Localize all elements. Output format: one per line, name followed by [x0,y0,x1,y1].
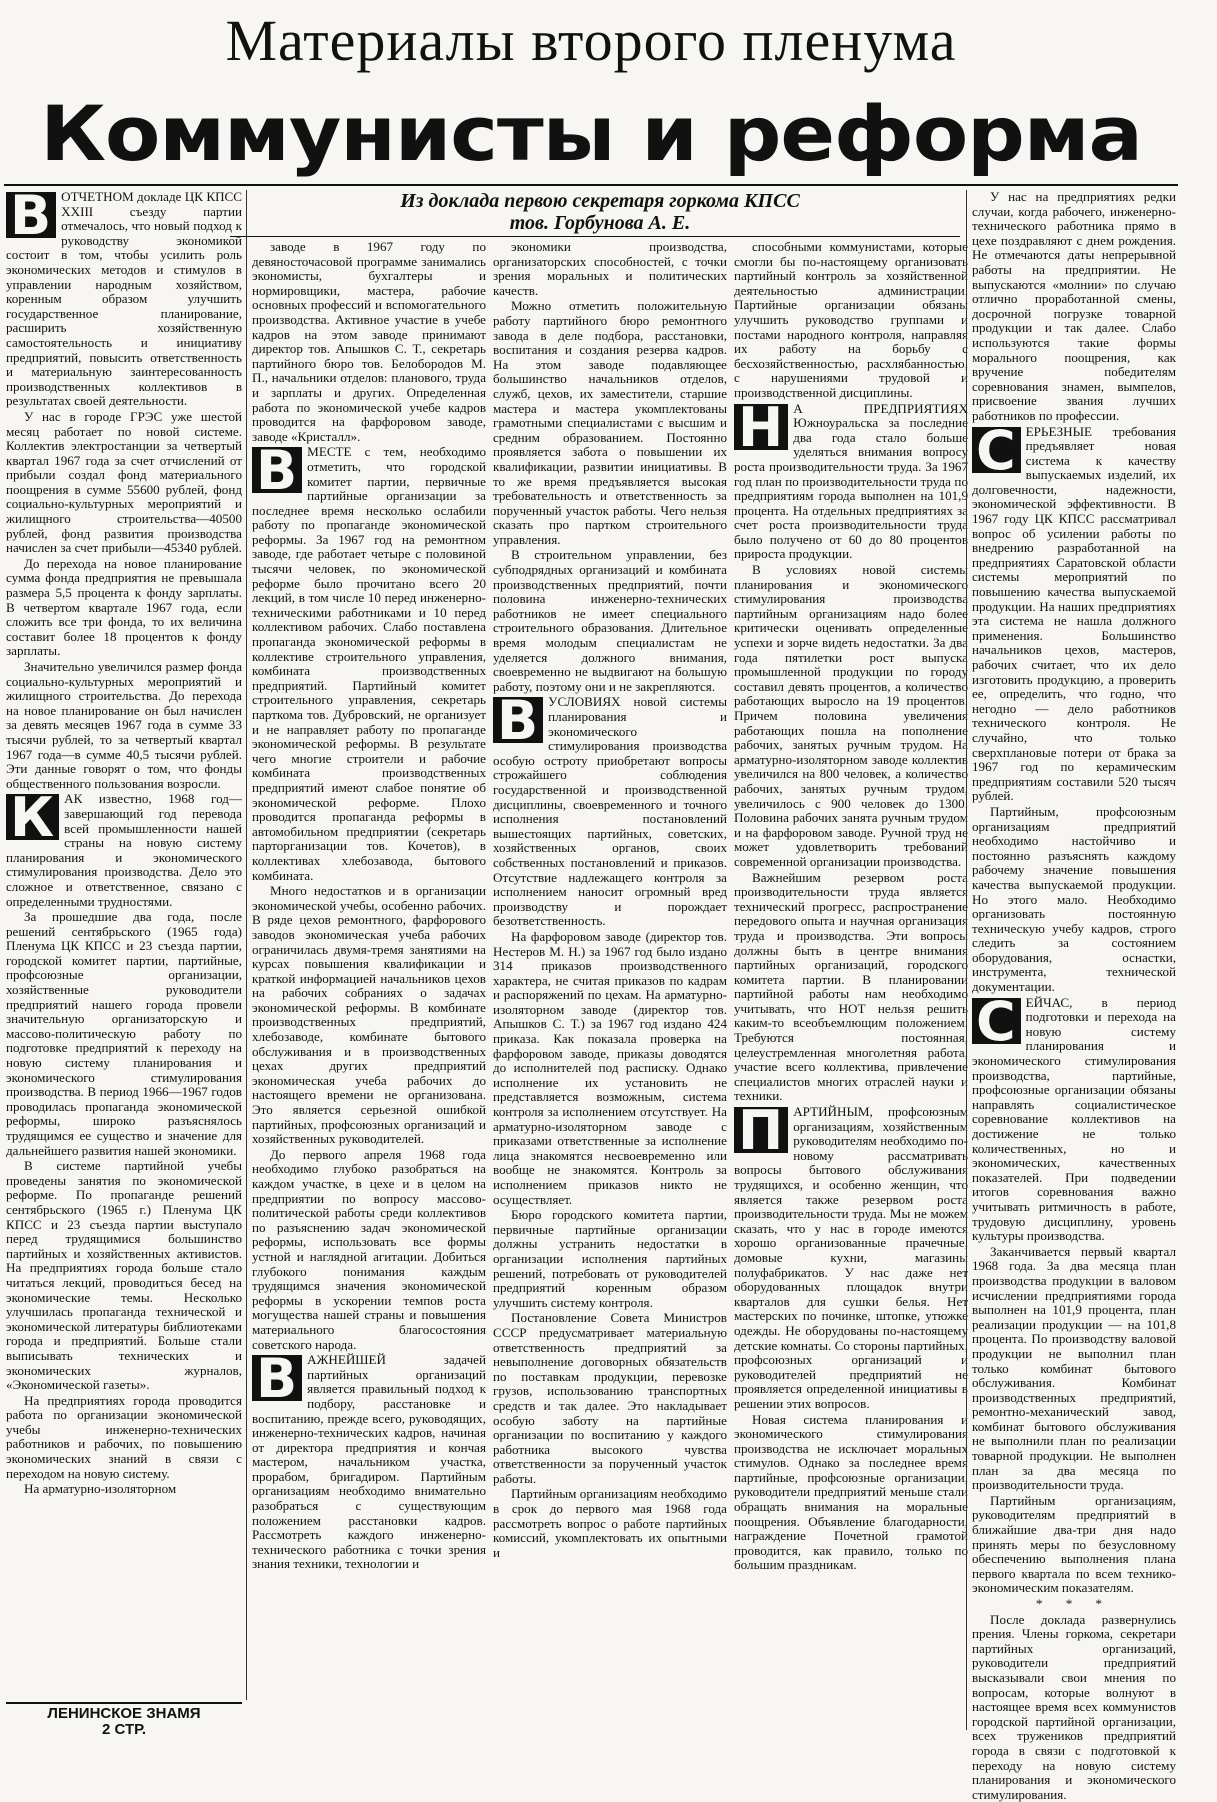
paragraph: Партийным, профсоюзным организациям предприятий необходимо настойчиво и постоянно разъяснять каждому рабочему значение повышения качества выпускаемой продукции. Но этого мало. Необходимо организовать постоянную техническую учебу кадров, строго следить за состоянием оборудования, оснастки, инструмента, технической документации. [972,803,1176,995]
newspaper-name: ЛЕНИНСКОЕ ЗНАМЯ [47,1705,201,1722]
paragraph: ВМЕСТЕ с тем, необходимо отметить, что городской комитет партии, первичные партийные организации за последнее время несколько ослабили работу по пропаганде экономической реформы. За 1967 год на ремонтном заводе, где работает четыре с половиной тысячи человек, по экономической реформе было прочитано всего 20 лекций, в том числе 10 перед инженерно-техническими работниками и 10 перед коллективом рабочих. Слабо поставлена пропаганда экономической реформы в коллективе строительного управления, комбината производственных предприятий. Партийный комитет строительного управления, секретарь парткома тов. Дубровский, не организует и не направляет работу по пропаганде экономической реформы. В результате чего многие строители и рабочие комбината производственных предприятий имеют слабое понятие об экономической реформе. Плохо проводится пропаганда реформы в автомобильном предприятии (секретарь парторганизации тов. Кочетов), в коллективах хлебозавода, бытового комбината. [252,439,486,883]
column-3 [493,240,727,1730]
paragraph: В системе партийной учебы проведены занятия по экономической реформе. По пропаганде решений сентябрьского (1965 г.) Пленума ЦК КПСС и 23 съезда партии выступало перед трудящимися большинство партийных и хозяйственных активистов. На предприятиях города больше стало читаться лекций, проводиться бесед на экономические темы. Несколько улучшилась пропаганда технической и экономической литературы библиотеками города и предприятий. Больше стали выписывать технических и экономических журналов, «Экономической газеты». [6,1158,242,1393]
paragraph: Заканчивается первый квартал 1968 года. За два месяца план производства продукции в валовом исчислении предприятиями города выполнен на 101,9 процента, план реализации продукции — на 101,8 процента. По производству валовой продукции не выполнил план только комбинат бытового обслуживания. Комбинат производственных предприятий, ремонтно-механический завод, комбинат бытового обслуживания не выполнили план по реализации товарной продукции. Не выполнен план за два месяца по производительности труда. [972,1243,1176,1493]
column-5 [972,189,1176,1802]
headline: Коммунисты и реформа [40,89,1142,178]
column-2 [252,240,486,1730]
paragraph: На предприятиях города проводится работа по организации экономической учебы инженерно-технических работников и рабочих, по повышению экономических знаний в связи с переходом на новую систему. [6,1392,242,1481]
paragraph: Можно отметить положительную работу партийного бюро ремонтного завода в деле подбора, расстановки, воспитания и создания резерва кадров. На этом заводе подавляющее большинство начальников отделов, служб, цехов, их заместители, старшие мастера и мастера укомплектованы грамотными специалистами с высшим и средним образованием. Постоянно проявляется забота о повышении их квалификации, развитии инициативы. В то же время предъявляется высокая требовательность и ответственность за порученный участок работы. Чего нельзя сказать про партком строительного управления. [493,298,727,547]
paragraph: способными коммунистами, которые смогли бы по-настоящему организовать партийный контроль за хозяйственной деятельностью администрации. Партийные организации обязаны улучшить руководство группами и постами народного контроля, направляя их работу на борьбу с бесхозяйственностью, расхлябанностью, с нарушениями трудовой и производственной дисциплины. [734,239,968,400]
paragraph: На арматурно-изоляторном [24,1481,177,1497]
paragraph: Постановление Совета Министров СССР предусматривает материальную ответственность предприятий за невыполнение договорных обязательств по поставкам продукции, перевозке грузов, использованию транспортных средств и так далее. Это накладывает особую заботу на партийные организации по воспитанию у каждого работника высокого чувства ответственности за порученный участок работы. [493,1310,727,1486]
column-1 [6,184,242,1706]
column-4 [734,240,968,1730]
paragraph: В строительном управлении, без субподрядных организаций и комбината производственных предприятий, почти половина инженерно-технических работников не имеет специального строительного образования. Длительное время молодым специалистам не уделяется должного внимания, своевременно не выдвигают на большую работу, поэтому они и не закрепляются. [493,547,727,694]
paragraph: У нас в городе ГРЭС уже шестой месяц работает по новой системе. Коллектив электростанции за четвертый квартал 1967 года за счет отчислений от прибыли создал фонд материального поощрения в сумме 55600 рублей, фонд социально-культурных мероприятий и жилищного строительства—40500 рублей, фонд развития производства начислен за счет прибыли—45340 рублей. [6,408,242,556]
paragraph: Партийным организациям, руководителям предприятий в ближайшие два-три дня надо принять меры по безусловному обеспечению выполнения плана первого квартала по всем технико-экономическим показателям. [972,1492,1176,1596]
paragraph: У нас на предприятиях редки случаи, когда рабочего, инженерно-технического работника прямо в цехе поздравляют с днем рождения. Не отмечаются даты непрерывной работы на предприятии. Не выпускаются «молнии» по случаю отлично проработанной смены, досрочной погрузке товарной продукции и так далее. Слабо используются такие формы морального поощрения, как вручение победителям соревнования знамен, вымпелов, присвоение звания лучших работников по профессии. [972,189,1176,423]
paragraph: Много недостатков и в организации экономической учебы, особенно рабочих. В ряде цехов ремонтного, фарфорового заводов экономическая учеба рабочих ограничилась двумя-тремя занятиями на курсах повышения квалификации и краткой информацией начальников цехов на рабочих собраниях о задачах экономической реформы. В комбинате производственных предприятий, хлебозаводе, комбинате бытового обслуживания и в производственных цехах других предприятий экономическая учеба рабочих до настоящего времени не организована. Это является серьезной ошибкой партийных, профсоюзных организаций и хозяйственных руководителей. [252,883,486,1147]
paragraph: ВОТЧЕТНОМ докладе ЦК КПСС XXIII съезду партии отмечалось, что новый подход к руководству экономикой состоит в том, чтобы усилить роль экономических методов и стимулов в управлении народным хозяйством, коренным образом улучшить государственное планирование, расширить хозяйственную самостоятельность и инициативу предприятий, повысить ответственность и материальную заинтересованность производственных коллективов в результатах своей деятельности. [6,184,242,409]
paragraph: НА ПРЕДПРИЯТИЯХ Южноуральска за последние два года стало больше уделяться внимания вопросу роста производительности труда. За 1967 год план по производительности труда по предприятиям города выполнен на 101,9 процента. На отдельных предприятиях за счет роста производительности труда было получено от 60 до 80 процентов прироста продукции. [734,395,968,562]
byline [250,190,950,234]
top-rule [4,184,1178,186]
section-separator: * * * [1035,1596,1113,1611]
paragraph: После доклада развернулись прения. Члены горкома, секретари партийных организаций, руководители предприятий высказывали свои мнения по вопросам, которые волнуют в настоящее время всех коммунистов городской партийной организации, всех тружеников предприятий города в связи с подготовкой к переходу на новую систему планирования и экономического стимулирования. [972,1611,1176,1802]
paragraph: ВАЖНЕЙШЕЙ задачей партийных организаций является правильный подход к подбору, расстановке и воспитанию, прежде всего, руководящих, инженерно-технических кадров, начиная от директора предприятия и кончая мастером, начальником участка, прорабом, бригадиром. Партийным организациям необходимо внимательно разобраться с существующим положением расстановки кадров. Рассмотреть каждого инженерно-технического работника с точки зрения знания техники, технологии и [252,1347,486,1572]
paragraph: КАК известно, 1968 год—завершающий год перевода всей промышленности нашей страны на новую систему планирования и экономического стимулирования производства. Дело это сложное и ответственное, связано с определенными трудностями. [6,786,242,909]
paragraph: Важнейшим резервом роста производительности труда является технический прогресс, распространение передового опыта и научная организация труда и производства. Эти вопросы должны быть в центре внимания партийных организаций, городского комитета партии. В планировании партийной работы нам необходимо учитывать, что НОТ нельзя решить каким-то всеобъемлющим положением. Требуются постоянная, целеустремленная многолетняя работа, участие всего коллектива, привлечение специалистов многих отраслей науки и техники. [734,869,968,1104]
paragraph: экономики производства, организаторских способностей, с точки зрения моральных и политических качеств. [493,239,727,298]
paragraph: ВУСЛОВИЯХ новой системы планирования и экономического стимулирования производства особую остроту приобретают вопросы строжайшего соблюдения государственной и производственной дисциплины, своевременного и точного исполнения постановлений вышестоящих партийных, советских, хозяйственных органов, своих собственных постановлений и приказов. Отсутствие надлежащего контроля за исполнением наносит огромный вред производству и порождает безответственность. [493,689,727,929]
paragraph: Новая система планирования и экономического стимулирования производства не исключает моральных стимулов. Однако за последнее время партийные, профсоюзные организации, руководители предприятий меньше стали обращать внимания на моральные поощрения. Объявление благодарности, награждение Почетной грамотой проводится, как правило, только по большим праздникам. [734,1411,968,1573]
paragraph: заводе в 1967 году по девяносточасовой программе занимались экономисты, бухгалтеры и нормировщики, мастера, рабочие основных профессий и вспомогательного производства. Активное участие в учебе кадров на этом заводе принимают директор тов. Апышков С. Т., секретарь партийного бюро тов. Белобородов М. П., начальники отделов: планового, труда и зарплаты и других. Определенная работа по экономической учебе кадров проводится на фарфоровом заводе, заводе «Кристалл». [252,239,486,444]
paragraph: За прошедшие два года, после решений сентябрьского (1965 года) Пленума ЦК КПСС и 23 съезда партии, городской комитет партии, партийные, профсоюзные организации, хозяйственные руководители предприятий нашего города провели значительную организаторскую и массово-политическую работу по подготовке предприятий к переходу на новую систему планирования и экономического стимулирования производства. В период 1966—1967 годов проводилась пропаганда экономической реформы, широко разъяснялось трудящимся ее существо и значение для дальнейшего развития нашей экономики. [6,909,242,1158]
paragraph: До перехода на новое планирование сумма фонда предприятия не превышала размера 5,5 процента к фонду зарплаты. В четвертом квартале 1967 года, если сложить все три фонда, то их величина составит более 18 процентов к фонду зарплаты. [6,555,242,659]
byline-rule [230,236,960,237]
paragraph: На фарфоровом заводе (директор тов. Нестеров М. Н.) за 1967 год было издано 314 приказов производственного характера, не считая приказов по кадрам и распоряжений по цехам. На арматурно-изоляторном заводе (директор тов. Апышков С. Т.) за 1967 год издано 424 приказа. Как показала проверка на фарфоровом заводе, приказы доводятся до исполнителей под расписку. Однако исполнение их установить не представляется возможным, система контроля за исполнением отсутствует. На арматурно-изоляторном заводе с приказами ответственные за исполнение лица знакомятся несвоевременно или вообще не знакомятся. Контроль за исполнением приказов никто не осуществляет. [493,928,727,1207]
page-number: 2 СТР. [101,1721,147,1738]
paragraph: Бюро городского комитета партии, первичные партийные организации должны устранить недостатки в организации исполнения партийных решений, потребовать от руководителей предприятий коренным образом улучшить систему контроля. [493,1207,727,1310]
byline-line-2: тов. Горбунова А. Е. [509,212,691,234]
paragraph: ПАРТИЙНЫМ, профсоюзным организациям, хозяйственным руководителям необходимо по-новому рассматривать вопросы бытового обслуживания трудящихся, и особенно женщин, что является также резервом роста производительности труда. Мы не можем сказать, что у нас в городе имеются хорошо организованные прачечные, домовые кухни, магазины полуфабрикатов. У нас даже нет оборудованных площадок внутри кварталов для сушки белья. Нет мастерских по починке, штопке, утюжке одежды. Не оборудованы по-настоящему детские комнаты. Со стороны партийных, профсоюзных организаций и руководителей предприятий не проявляется определенной инициативы в решении этих вопросов. [734,1099,968,1411]
supertitle: Материалы второго пленума [225,8,957,73]
column-divider [966,190,967,1730]
byline-line-1: Из доклада первою секретаря горкома КПСС [400,190,800,212]
paragraph: СЕРЬЕЗНЫЕ требования предъявляет новая система к качеству выпускаемых изделий, их долговечности, надежности, экономической эффективности. В 1967 году ЦК КПСС рассматривал вопрос об усилении работы по внедрению разработанной на предприятиях Саратовской области системы мероприятий по повышению качества выпускаемой продукции. На наших предприятиях эта система не нашла должного применения. Большинство начальников цехов, мастеров, рабочих считает, что их дело изготовить продукцию, а проверить ее, определить, что годно, что негодно — дело работников технического контроля. Не случайно, что только сверхплановые потери от брака за 1967 год по керамическим предприятиям составили 520 тысяч рублей. [972,418,1176,804]
column-divider [246,190,247,1700]
paragraph: Партийным организациям необходимо в срок до первого мая 1968 года рассмотреть вопрос о работе партийных комиссий, укомплектовать их опытными и [493,1486,727,1560]
paragraph: В условиях новой системы планирования и экономического стимулирования производства партийным организациям надо более критически оценивать определенные успехи и зорче видеть недостатки. За два года пятилетки рост выпуска промышленной продукции по городу составил девять процентов, а количество работающих выросло на 19 процентов. Причем половина увеличения работающих пошла на пополнение рабочих, занятых ручным трудом. На арматурно-изоляторном заводе коллектив увеличился на 800 человек, а количество рабочих, занятых ручным трудом, увеличилось с 900 человек до 1300. Половина рабочих занята ручным трудом и на фарфоровом заводе. Ручной труд не может удовлетворить требований современной организации производства. [734,562,968,869]
paragraph: Значительно увеличился размер фонда социально-культурных мероприятий и жилищного строительства. До перехода на новое планирование он был начислен за девять месяцев 1967 года в сумме 33 тысячи рублей, то за четвертый квартал 1967 года—в сумме 40,5 тысячи рублей. Эти данные говорят о том, что фонды общественного пользования возросли. [6,659,242,791]
footer [6,1702,242,1738]
paragraph: СЕЙЧАС, в период подготовки и перехода на новую систему планирования и экономического стимулирования производства, партийные, профсоюзные организации обязаны направлять социалистическое соревнование коллективов на достижение не только количественных, но и экономических, качественных показателей. При подведении итогов соревнования важно учитывать ритмичность в работе, трудовую дисциплину, уровень культуры производства. [972,989,1176,1244]
paragraph: До первого апреля 1968 года необходимо глубоко разобраться на каждом участке, в цехе и в целом на предприятии по вопросу массово-политической работы среди коллективов по разъяснению задач экономической реформы, использовать все формы устной и наглядной агитации. Добиться глубокого понимания каждым трудящимся значения экономической реформы в ускорении темпов роста могущества нашей страны и повышения материального благосостояния советского народа. [252,1146,486,1352]
